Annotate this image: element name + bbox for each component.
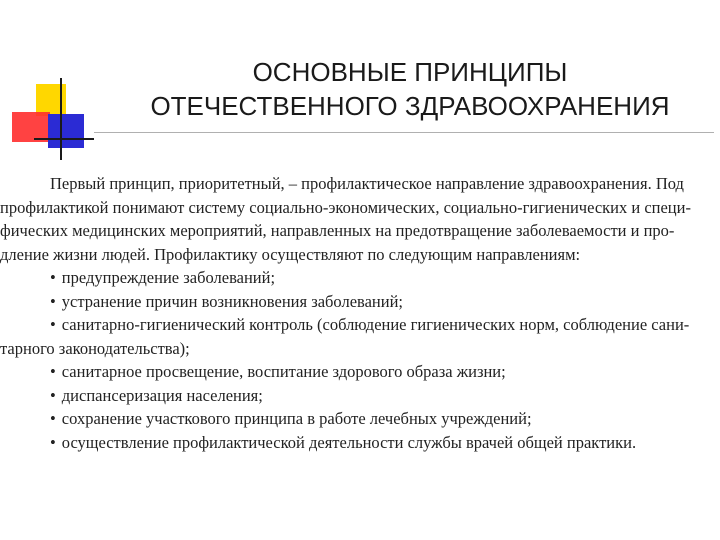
bullet-item: • устранение причин возникновения заболеваний;	[0, 290, 700, 314]
bullet-continuation: тарного законодательства);	[0, 338, 190, 358]
bullet-item: • санитарно-гигиенический контроль (соблюдение гигиенических норм, соблюдение сани-	[0, 313, 700, 337]
bullet-item: • сохранение участкового принципа в работе лечебных учреждений;	[0, 407, 700, 431]
paragraph-line: Первый принцип, приоритетный, – профилактическое направление здравоохранения. Под	[50, 174, 684, 193]
slide-title	[110, 55, 710, 123]
bullet-item: • предупреждение заболеваний;	[0, 266, 700, 290]
decor-vertical-line	[60, 78, 62, 160]
decor-blue-square	[48, 114, 84, 148]
title-line-2: ОТЕЧЕСТВЕННОГО ЗДРАВООХРАНЕНИЯ	[150, 91, 670, 121]
paragraph-line: дление жизни людей. Профилактику осуществляют по следующим направлениям:	[0, 244, 581, 264]
paragraph-line: профилактикой понимают систему социально-экономических, социально-гигиенических и специ-	[0, 197, 691, 217]
decor-horizontal-line	[34, 138, 94, 140]
bullet-item: • осуществление профилактической деятельности службы врачей общей практики.	[0, 431, 700, 455]
title-underline	[94, 132, 714, 133]
title-line-1: ОСНОВНЫЕ ПРИНЦИПЫ	[252, 57, 568, 87]
paragraph-line: фических медицинских мероприятий, направленных на предотвращение заболеваемости и про-	[0, 221, 675, 240]
slide-body	[0, 172, 700, 454]
bullet-item: • санитарное просвещение, воспитание здорового образа жизни;	[0, 360, 700, 384]
bullet-item: • диспансеризация населения;	[0, 384, 700, 408]
